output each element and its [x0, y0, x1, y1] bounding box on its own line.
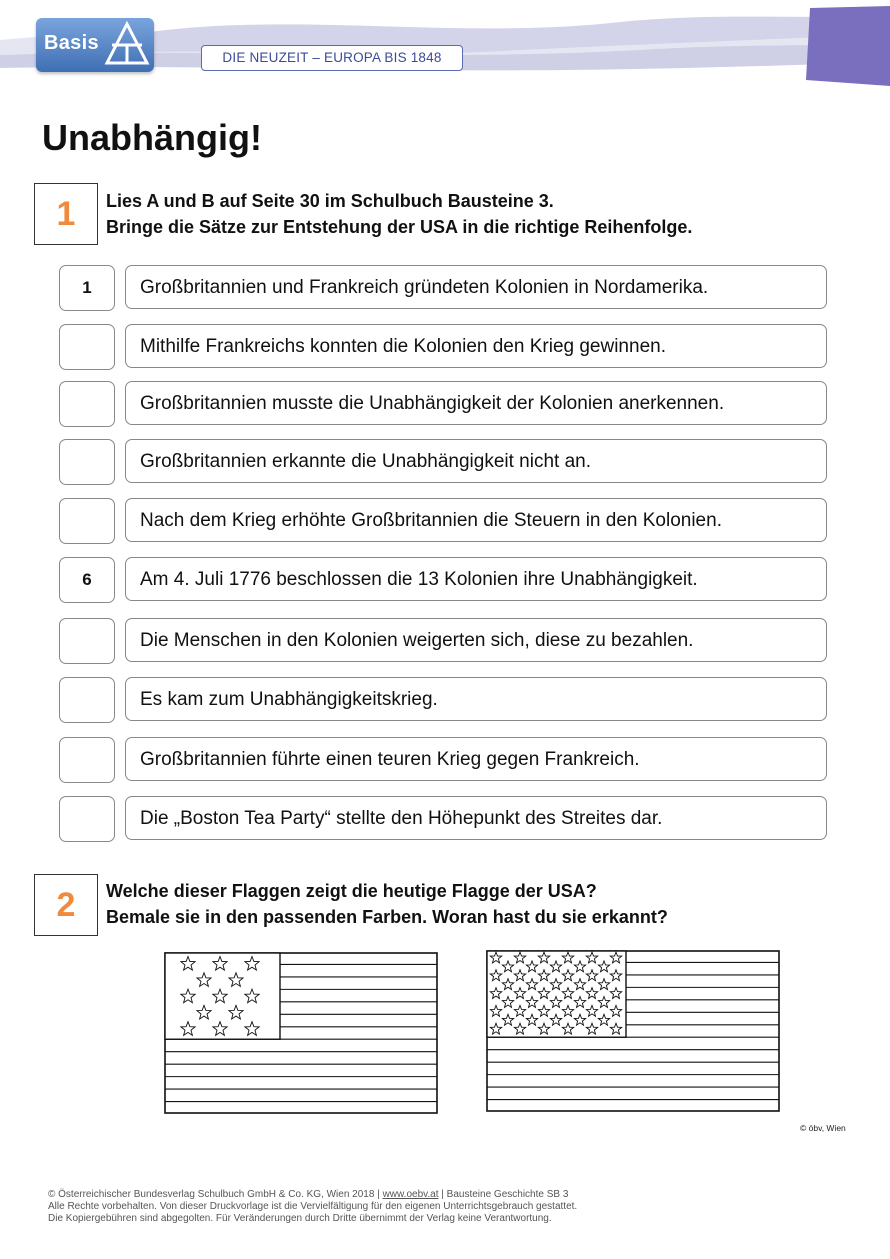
- sequence-row: [0, 737, 890, 783]
- order-number-field[interactable]: [59, 618, 115, 664]
- sequence-row: [0, 796, 890, 842]
- sequence-row: [0, 677, 890, 723]
- sequence-row: [0, 557, 890, 603]
- series-label: DIE NEUZEIT – EUROPA BIS 1848: [201, 45, 463, 71]
- footer-line-1: [48, 1189, 577, 1201]
- sentence-card: Großbritannien musste die Unabhängigkeit der Kolonien anerkennen.: [125, 381, 827, 425]
- footer-book-title: | Bausteine Geschichte SB 3: [438, 1189, 569, 1200]
- sequence-row: [0, 324, 890, 370]
- logo-text: Basis: [44, 32, 99, 54]
- sentence-card: Nach dem Krieg erhöhte Großbritannien die Steuern in den Kolonien.: [125, 498, 827, 542]
- sentence-card: Großbritannien und Frankreich gründeten Kolonien in Nordamerika.: [125, 265, 827, 309]
- order-number-field[interactable]: [59, 324, 115, 370]
- order-number-field[interactable]: [59, 737, 115, 783]
- order-number-field[interactable]: [59, 381, 115, 427]
- flag-50-stars[interactable]: [486, 950, 780, 1112]
- footer-line-3: Die Kopiergebühren sind abgegolten. Für Veränderungen durch Dritte übernimmt der Verlag keine Verantwortung.: [48, 1213, 552, 1224]
- footer-line-2: Alle Rechte vorbehalten. Von dieser Druckvorlage ist die Vervielfältigung für den eigenen Unterrichtsgebrauch gestattet.: [48, 1201, 578, 1212]
- sequence-row: [0, 439, 890, 485]
- sentence-card: Am 4. Juli 1776 beschlossen die 13 Kolonien ihre Unabhängigkeit.: [125, 557, 827, 601]
- footer: [48, 1189, 577, 1225]
- task-1-instruction-line: Lies A und B auf Seite 30 im Schulbuch Bausteine 3.: [106, 191, 554, 211]
- sentence-card: Großbritannien führte einen teuren Krieg gegen Frankreich.: [125, 737, 827, 781]
- sentence-card: Die Menschen in den Kolonien weigerten sich, diese zu bezahlen.: [125, 618, 827, 662]
- page-title: Unabhängig!: [42, 117, 262, 158]
- task-2-instruction-line: Bemale sie in den passenden Farben. Woran hast du sie erkannt?: [106, 907, 668, 927]
- task-2-instruction-line: Welche dieser Flaggen zeigt die heutige Flagge der USA?: [106, 881, 597, 901]
- order-number-field[interactable]: [59, 677, 115, 723]
- task-2-number: 2: [34, 874, 98, 936]
- publisher-link[interactable]: www.oebv.at: [382, 1189, 439, 1200]
- order-number-field[interactable]: [59, 498, 115, 544]
- sentence-card: Die „Boston Tea Party“ stellte den Höhepunkt des Streites dar.: [125, 796, 827, 840]
- task-1-instructions: [106, 188, 692, 240]
- triangle-logo-icon: [104, 21, 150, 67]
- image-credit: © öbv, Wien: [800, 1123, 846, 1133]
- sequence-row: [0, 381, 890, 427]
- flag-13-stars[interactable]: [164, 952, 438, 1114]
- order-number-field[interactable]: [59, 439, 115, 485]
- order-number-field[interactable]: 6: [59, 557, 115, 603]
- order-number-field[interactable]: [59, 796, 115, 842]
- sequence-row: [0, 498, 890, 544]
- task-1-number: 1: [34, 183, 98, 245]
- task-2-instructions: [106, 878, 668, 930]
- sequence-row: [0, 265, 890, 311]
- order-number-field[interactable]: 1: [59, 265, 115, 311]
- task-1-instruction-line: Bringe die Sätze zur Entstehung der USA in die richtige Reihenfolge.: [106, 217, 693, 237]
- basis-logo: [36, 18, 154, 72]
- sentence-card: Großbritannien erkannte die Unabhängigkeit nicht an.: [125, 439, 827, 483]
- sentence-card: Mithilfe Frankreichs konnten die Kolonien den Krieg gewinnen.: [125, 324, 827, 368]
- sentence-card: Es kam zum Unabhängigkeitskrieg.: [125, 677, 827, 721]
- sequence-row: [0, 618, 890, 664]
- footer-copyright: © Österreichischer Bundesverlag Schulbuch GmbH & Co. KG, Wien 2018 |: [48, 1189, 383, 1200]
